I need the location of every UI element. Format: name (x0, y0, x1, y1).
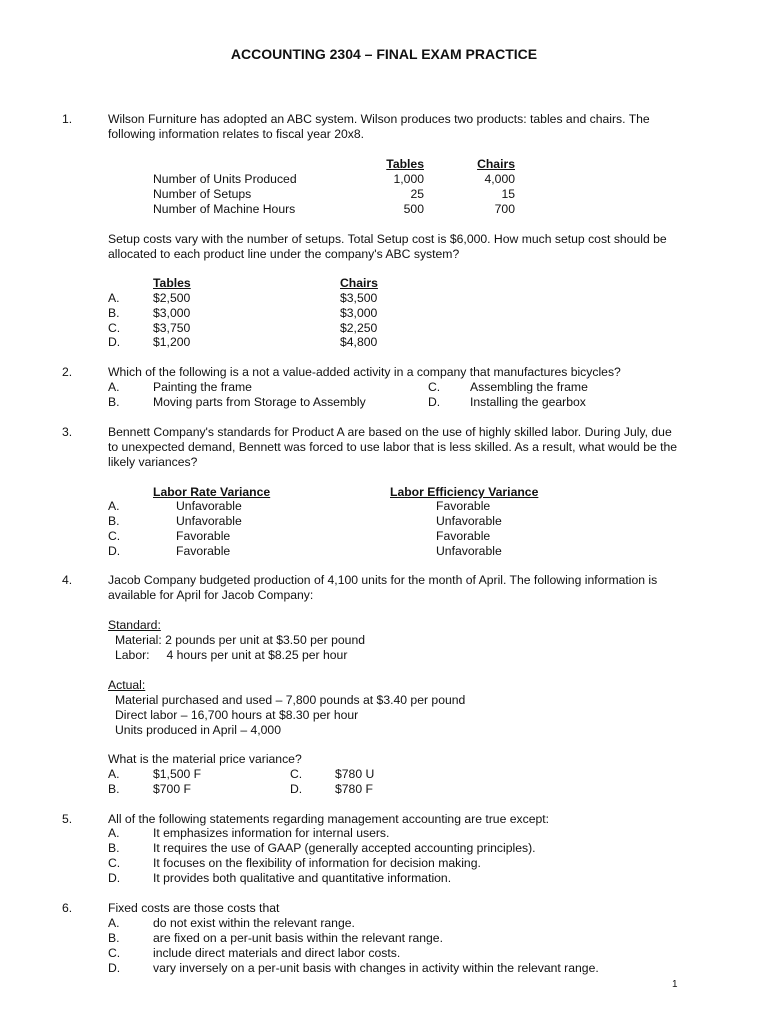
answer-header-chairs: Chairs (340, 276, 378, 290)
question-text-line: Which of the following is a not a value-added activity in a company that manufactures bicycles? (108, 365, 621, 379)
option-value: $3,000 (340, 306, 378, 320)
option-text: Assembling the frame (470, 380, 588, 394)
cell-value: 4,000 (484, 172, 515, 186)
question-text-line: Fixed costs are those costs that (108, 901, 280, 915)
option-letter: B. (108, 395, 120, 409)
option-value: $3,750 (153, 321, 191, 335)
actual-label: Actual: (108, 678, 146, 692)
option-text: Moving parts from Storage to Assembly (153, 395, 366, 409)
column-header-chairs: Chairs (477, 157, 515, 171)
question-number: 5. (62, 812, 73, 826)
option-value: Favorable (176, 529, 231, 543)
answer-header-tables: Tables (153, 276, 191, 290)
column-header-efficiency: Labor Efficiency Variance (390, 485, 539, 499)
standard-line: Material: 2 pounds per unit at $3.50 per pound (115, 633, 366, 647)
option-letter: C. (290, 767, 303, 781)
option-value: Favorable (436, 529, 491, 543)
option-letter: D. (108, 961, 121, 975)
question-number: 1. (62, 112, 73, 126)
option-letter: B. (108, 782, 120, 796)
cell-value: 25 (410, 187, 424, 201)
option-letter: D. (108, 335, 121, 349)
row-label: Number of Setups (153, 187, 252, 201)
column-header-tables: Tables (386, 157, 424, 171)
option-text: It emphasizes information for internal users. (153, 826, 390, 840)
option-value: $4,800 (340, 335, 378, 349)
question-text-line: likely variances? (108, 455, 198, 469)
option-letter: C. (108, 321, 121, 335)
option-letter: A. (108, 380, 120, 394)
row-label: Number of Machine Hours (153, 202, 296, 216)
option-value: Unfavorable (176, 499, 242, 513)
option-value: $2,500 (153, 291, 191, 305)
option-value: Favorable (176, 544, 231, 558)
cell-value: 15 (501, 187, 515, 201)
question-text-line: What is the material price variance? (108, 752, 302, 766)
cell-value: 1,000 (393, 172, 424, 186)
question-text-line: All of the following statements regarding management accounting are true except: (108, 812, 550, 826)
page-title: ACCOUNTING 2304 – FINAL EXAM PRACTICE (230, 46, 538, 62)
question-text-line: allocated to each product line under the company's ABC system? (108, 247, 460, 261)
option-letter: C. (428, 380, 441, 394)
option-value: $2,250 (340, 321, 378, 335)
option-letter: A. (108, 767, 120, 781)
option-letter: B. (108, 841, 120, 855)
option-text: $780 U (335, 767, 375, 781)
actual-line: Material purchased and used – 7,800 pounds at $3.40 per pound (115, 693, 466, 707)
option-value: $3,000 (153, 306, 191, 320)
option-value: Unfavorable (176, 514, 242, 528)
actual-line: Direct labor – 16,700 hours at $8.30 per hour (115, 708, 359, 722)
question-text-line: Setup costs vary with the number of setups. Total Setup cost is $6,000. How much setup cost should be (108, 232, 667, 246)
option-letter: B. (108, 514, 120, 528)
standard-line: Labor: 4 hours per unit at $8.25 per hour (115, 648, 348, 662)
standard-label: Standard: (108, 618, 161, 632)
option-letter: A. (108, 826, 120, 840)
option-value: Unfavorable (436, 544, 502, 558)
question-text-line: Wilson Furniture has adopted an ABC system. Wilson produces two products: tables and chairs. The (108, 112, 650, 126)
option-letter: A. (108, 916, 120, 930)
option-letter: C. (108, 529, 121, 543)
question-text-line: Bennett Company's standards for Product A are based on the use of highly skilled labor. During July, due (108, 425, 672, 439)
option-text: Installing the gearbox (470, 395, 586, 409)
option-value: $1,200 (153, 335, 191, 349)
question-text-line: available for April for Jacob Company: (108, 588, 314, 602)
option-text: are fixed on a per-unit basis within the relevant range. (153, 931, 443, 945)
option-text: include direct materials and direct labor costs. (153, 946, 401, 960)
option-value: $3,500 (340, 291, 378, 305)
actual-line: Units produced in April – 4,000 (115, 723, 281, 737)
row-label: Number of Units Produced (153, 172, 297, 186)
option-text: It requires the use of GAAP (generally accepted accounting principles). (153, 841, 536, 855)
cell-value: 700 (494, 202, 515, 216)
option-letter: C. (108, 856, 121, 870)
option-text: $700 F (153, 782, 191, 796)
question-number: 4. (62, 573, 73, 587)
option-letter: D. (290, 782, 303, 796)
cell-value: 500 (403, 202, 424, 216)
option-letter: D. (428, 395, 441, 409)
question-number: 2. (62, 365, 73, 379)
option-letter: B. (108, 306, 120, 320)
option-letter: D. (108, 544, 121, 558)
option-text: It provides both qualitative and quantitative information. (153, 871, 452, 885)
option-letter: A. (108, 499, 120, 513)
option-letter: D. (108, 871, 121, 885)
option-text: It focuses on the flexibility of information for decision making. (153, 856, 481, 870)
page-number: 1 (672, 979, 678, 990)
question-text-line: Jacob Company budgeted production of 4,100 units for the month of April. The following information is (108, 573, 658, 587)
option-text: vary inversely on a per-unit basis with changes in activity within the relevant range. (153, 961, 599, 975)
option-text: $780 F (335, 782, 373, 796)
question-number: 6. (62, 901, 73, 915)
option-text: $1,500 F (153, 767, 202, 781)
option-letter: A. (108, 291, 120, 305)
option-text: Painting the frame (153, 380, 252, 394)
question-text-line: following information relates to fiscal year 20x8. (108, 127, 365, 141)
option-letter: B. (108, 931, 120, 945)
column-header-rate: Labor Rate Variance (153, 485, 271, 499)
question-number: 3. (62, 425, 73, 439)
question-text-line: to unexpected demand, Bennett was forced to use labor that is less skilled. As a result, what would be the (108, 440, 678, 454)
option-letter: C. (108, 946, 121, 960)
option-value: Favorable (436, 499, 491, 513)
option-value: Unfavorable (436, 514, 502, 528)
option-text: do not exist within the relevant range. (153, 916, 355, 930)
